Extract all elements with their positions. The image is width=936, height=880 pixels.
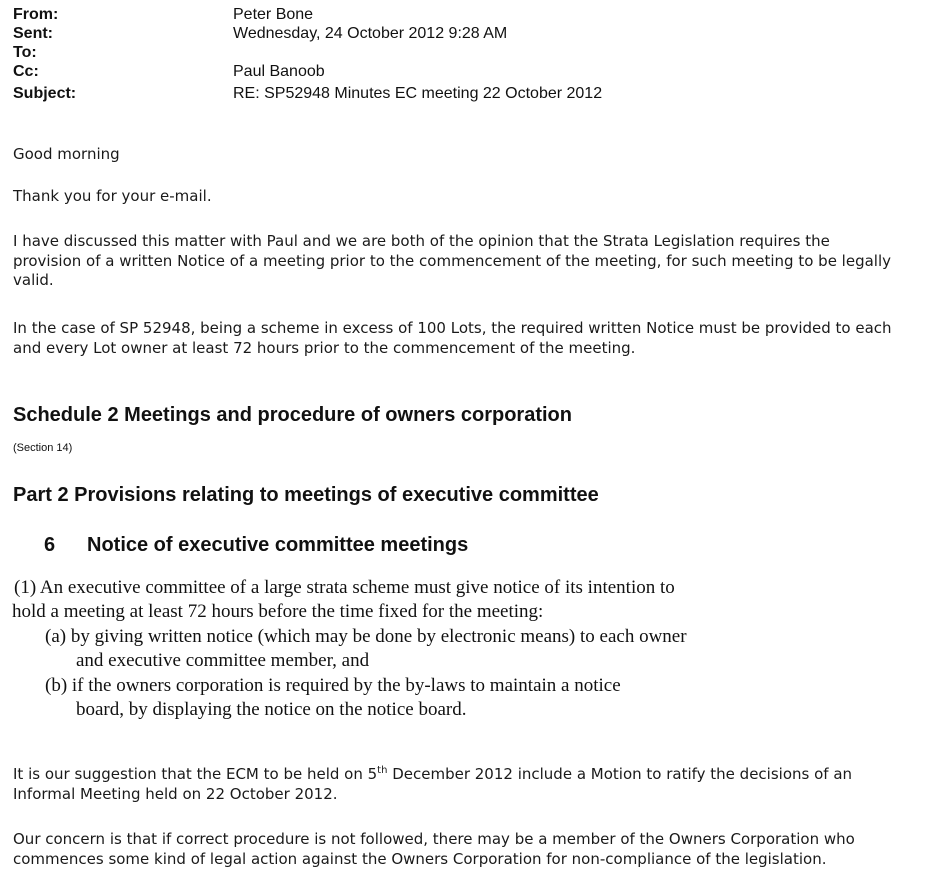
schedule-heading: Schedule 2 Meetings and procedure of owners corporation [13,404,572,426]
para1-line3: valid. [13,271,54,289]
to-label: To: [13,44,37,61]
cc-value: Paul Banoob [233,63,325,80]
clause1-line1: (1) An executive committee of a large strata scheme must give notice of its intention to [14,577,675,598]
from-label: From: [13,6,59,23]
suggestion-text-a: It is our suggestion that the ECM to be held on 5 [13,765,378,783]
clause-a-line2: and executive committee member, and [76,650,370,671]
suggestion-line2: Informal Meeting held on 22 October 2012. [13,785,338,803]
para1-line1: I have discussed this matter with Paul and we are both of the opinion that the Strata Legislation requires the [13,232,830,250]
cc-label: Cc: [13,63,39,80]
from-value: Peter Bone [233,6,314,23]
thanks-line: Thank you for your e-mail. [13,187,212,205]
clause-b-line1: (b) if the owners corporation is required by the by-laws to maintain a notice [45,675,621,696]
suggestion-superscript: th [377,765,388,776]
subject-value: RE: SP52948 Minutes EC meeting 22 October 2012 [233,85,603,102]
clause-a-line1: (a) by giving written notice (which may be done by electronic means) to each owner [45,626,687,647]
section-title: Notice of executive committee meetings [87,534,469,556]
para1-line2: provision of a written Notice of a meeting prior to the commencement of the meeting, for such meeting to be legally [13,252,892,270]
greeting: Good morning [13,145,120,163]
para2-line2: and every Lot owner at least 72 hours prior to the commencement of the meeting. [13,339,636,357]
section-number: 6 [44,534,56,556]
suggestion-text-b: December 2012 include a Motion to ratify the decisions of an [387,765,853,783]
clause-b-line2: board, by displaying the notice on the notice board. [76,699,467,720]
para2-line1: In the case of SP 52948, being a scheme in excess of 100 Lots, the required written Notice must be provided to each [13,319,892,337]
clause1-line2: hold a meeting at least 72 hours before the time fixed for the meeting: [12,601,544,622]
subject-label: Subject: [13,85,77,102]
section-ref: (Section 14) [13,442,73,454]
suggestion-line1 [13,765,852,784]
sent-label: Sent: [13,25,53,42]
section-heading [44,534,468,557]
part-heading: Part 2 Provisions relating to meetings of executive committee [13,484,599,506]
concern-line2: commences some kind of legal action against the Owners Corporation for non-compliance of the legislation. [13,850,827,868]
concern-line1: Our concern is that if correct procedure is not followed, there may be a member of the Owners Corporation who [13,830,855,848]
sent-value: Wednesday, 24 October 2012 9:28 AM [233,25,508,42]
